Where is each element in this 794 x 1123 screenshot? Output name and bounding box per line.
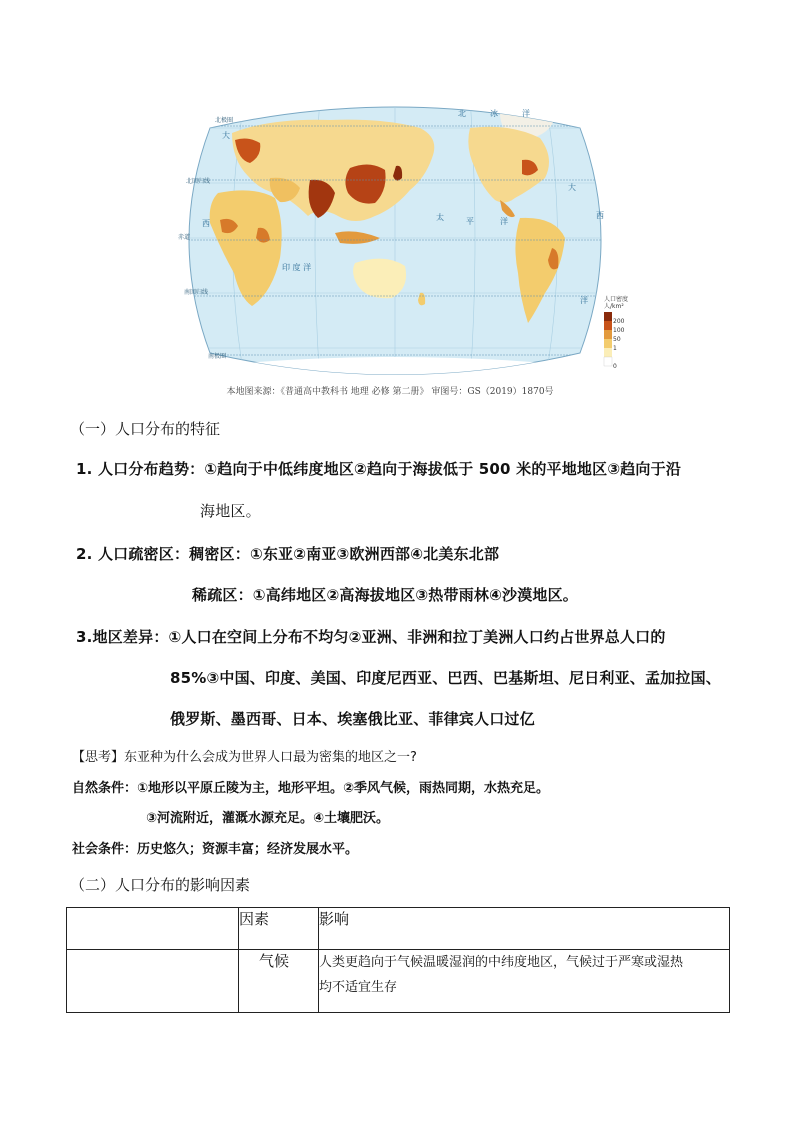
atlantic-right-label-1: 大 (568, 183, 576, 192)
effect-line-1: 人类更趋向于气候温暖湿润的中纬度地区，气候过于严寒或湿热 (319, 955, 684, 970)
legend-swatch (604, 357, 612, 366)
indian-ocean-label: 印 度 洋 (282, 263, 312, 272)
legend-tick: 1 (613, 345, 617, 352)
population-density-map (170, 98, 629, 383)
natural-conditions-2: ③河流附近，灌溉水源充足。④土壤肥沃。 (146, 811, 390, 826)
arctic-ocean-label-1: 北 (458, 109, 466, 118)
item1-line2: 海地区。 (200, 502, 261, 520)
legend-swatch (604, 339, 612, 348)
social-conditions: 社会条件：历史悠久；资源丰富；经济发展水平。 (72, 842, 359, 857)
map-legend (602, 294, 628, 372)
item3-line2: 85%③中国、印度、美国、印度尼西亚、巴西、巴基斯坦、尼日利亚、孟加拉国、 (170, 669, 722, 687)
effect-line-2: 均不适宜生存 (319, 980, 398, 995)
atlantic-right-label-2: 西 (596, 211, 604, 220)
arctic-ocean-label-3: 洋 (522, 109, 530, 118)
pacific-label-3: 洋 (500, 217, 508, 226)
antarctic-circle-label: 南极圈 (208, 353, 227, 360)
map-caption: 本地图来源：《普通高中教科书 地理 必修 第二册》 审图号：GS（2019）1870号 (226, 387, 554, 397)
legend-swatch (604, 321, 612, 330)
legend-swatch (604, 348, 612, 357)
think-question: 【思考】东亚种为什么会成为世界人口最为密集的地区之一? (72, 750, 417, 765)
item2-line1: 2. 人口疏密区：稠密区：①东亚②南亚③欧洲西部④北美东北部 (76, 545, 500, 563)
legend-tick: 0 (613, 363, 617, 370)
legend-unit: 人/km² (604, 303, 624, 310)
atlantic-west-label: 西 (202, 219, 210, 228)
legend-tick: 50 (613, 336, 621, 343)
factors-table (66, 907, 730, 1013)
legend-swatch (604, 330, 612, 339)
section2-title: （二）人口分布的影响因素 (70, 876, 251, 894)
row-cell-effect (319, 950, 730, 1013)
header-cell-factor: 因素 (239, 908, 319, 950)
tropic-capricorn-label: 南回归线 (184, 289, 209, 296)
atlantic-right-label-3: 洋 (580, 296, 588, 305)
arctic-ocean-label-2: 冰 (490, 109, 498, 118)
map-svg (170, 98, 629, 383)
table-header-row (67, 908, 730, 950)
arctic-circle-label: 北极圈 (215, 117, 234, 124)
item2-line2: 稀疏区：①高纬地区②高海拔地区③热带雨林④沙漠地区。 (192, 586, 579, 604)
legend-title: 人口密度 (604, 296, 629, 303)
legend-tick: 100 (613, 327, 625, 334)
table-row (67, 950, 730, 1013)
pacific-label-1: 太 (436, 213, 444, 222)
row-cell-blank (67, 950, 239, 1013)
item1-line1: 1. 人口分布趋势：①趋向于中低纬度地区②趋向于海拔低于 500 米的平地地区③趋向于沿 (76, 460, 682, 478)
section1-title: （一）人口分布的特征 (70, 420, 221, 438)
header-cell-blank (67, 908, 239, 950)
tropic-cancer-label: 北回归线 (186, 178, 211, 185)
equator-label: 赤道 (178, 234, 191, 241)
pacific-label-2: 平 (466, 217, 474, 226)
item3-line1: 3.地区差异：①人口在空间上分布不均匀②亚洲、非洲和拉丁美洲人口约占世界总人口的 (76, 628, 666, 646)
legend-tick: 200 (613, 318, 625, 325)
header-cell-effect: 影响 (319, 908, 730, 950)
natural-conditions-1: 自然条件：①地形以平原丘陵为主，地形平坦。②季风气候，雨热同期，水热充足。 (72, 781, 550, 796)
legend-swatch (604, 312, 612, 321)
item3-line3: 俄罗斯、墨西哥、日本、埃塞俄比亚、菲律宾人口过亿 (170, 710, 535, 728)
atlantic-label-top: 大 (222, 131, 230, 140)
row-cell-factor: 气候 (239, 950, 319, 1013)
